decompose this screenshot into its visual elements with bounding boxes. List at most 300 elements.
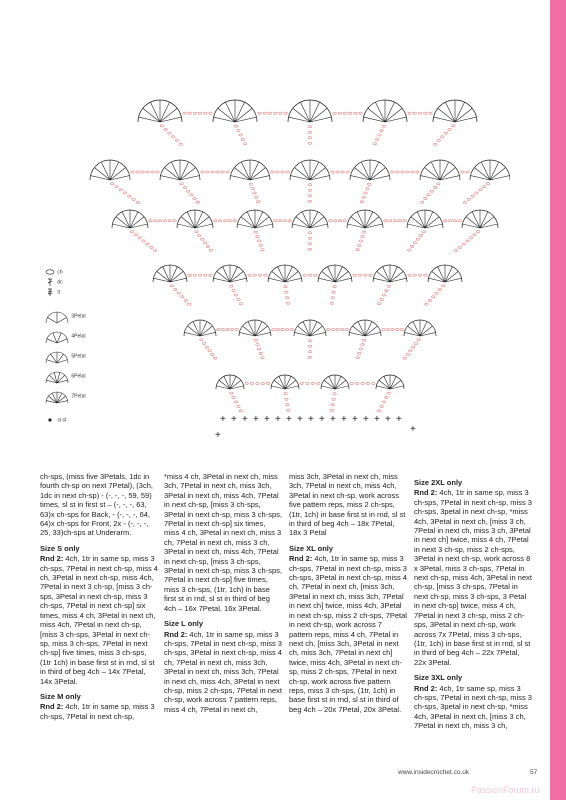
petal-fan <box>90 160 130 180</box>
plus-stitch: + <box>242 414 248 425</box>
chain-stitch <box>408 274 412 276</box>
chain-stitch <box>420 201 424 203</box>
slip-stitch-icon <box>44 416 56 424</box>
chain-stitch <box>229 285 233 287</box>
legend-item <box>44 278 63 286</box>
chain-stitch <box>198 274 202 276</box>
chain-stitch <box>359 240 363 242</box>
chain-stitch <box>362 231 366 233</box>
chain-stitch <box>198 112 202 114</box>
chain-stitch <box>235 329 239 331</box>
chain-stitch <box>343 112 347 114</box>
chain-stitch <box>110 182 114 184</box>
chain-stitch <box>115 186 119 188</box>
legend-label: dc <box>56 279 63 286</box>
chain-stitch <box>256 201 260 203</box>
chain-stitch <box>127 195 131 197</box>
chain-stitch <box>198 234 202 236</box>
chain-stitch <box>237 405 241 407</box>
chain-stitch <box>180 183 184 185</box>
petal-fan <box>184 320 216 336</box>
plus-stitch: + <box>308 414 314 425</box>
chain-stitch <box>284 393 288 395</box>
chain-stitch <box>234 294 238 296</box>
chain-stitch <box>424 197 428 199</box>
chain-stitch <box>442 285 446 287</box>
chain-stitch <box>372 382 376 384</box>
chain-stitch <box>479 189 483 191</box>
chain-stitch <box>251 188 255 190</box>
chain-stitch <box>164 128 168 130</box>
chain-stitch <box>410 245 414 247</box>
chain-stitch <box>475 192 479 194</box>
chain-stitch <box>361 344 365 346</box>
chain-stitch <box>281 329 285 331</box>
petal-fan <box>347 210 383 228</box>
text-column-2 <box>164 472 282 720</box>
chart-legend <box>44 268 104 448</box>
chain-stitch <box>229 392 233 394</box>
chain-stitch <box>263 112 267 114</box>
chain-stitch <box>163 220 167 222</box>
round-text: 4ch, 1tr in same sp, miss 3 ch-sps, 7Petal in next ch-sp, miss 3 ch-sps, 3Petal in next ch-sp, miss 4 ch, 7Petal in next ch, [miss 3ch, 3Petal in next ch, miss 3ch, 7Petal in next ch] twice, miss 4ch, 3Petal in next ch-sp, miss 2 ch-sps, 7Petal in next ch-sp, work across 7 pattern reps, miss 4 ch, 7Petal in next ch, [miss 3ch, 3Petal in next ch, miss 3ch, 7Petal in next ch] twice, miss 4ch, 3Petal in next ch-sp, miss 2 ch-sps, 7Petal in next ch-sp, work across five pattern reps, miss 3 ch-sps, (1tr, 1ch) in base first st in rnd, sl st in third of beg 4ch – 20x 7Petal, 20x 3Petal. <box>289 554 407 714</box>
chain-stitch <box>136 171 140 173</box>
chain-stitch <box>201 171 205 173</box>
chain-stitch <box>271 171 275 173</box>
round-instruction <box>40 554 158 686</box>
chain-stitch <box>482 186 486 188</box>
plus-stitch: + <box>297 414 303 425</box>
chain-stitch <box>353 112 357 114</box>
legend-item <box>44 416 66 424</box>
chain-stitch <box>336 171 340 173</box>
chain-stitch <box>168 132 172 134</box>
chain-stitch <box>332 291 336 293</box>
chain-stitch <box>411 171 415 173</box>
chain-stitch <box>467 198 471 200</box>
chain-stitch <box>316 382 320 384</box>
chain-stitch <box>158 220 162 222</box>
legend-label: sl st <box>56 417 67 424</box>
chain-stitch <box>418 112 422 114</box>
plus-stitch: + <box>319 414 325 425</box>
chain-stitch <box>331 404 335 406</box>
chain-stitch <box>232 397 236 399</box>
chain-stitch <box>239 410 243 412</box>
round-label: Rnd 2: <box>414 488 438 498</box>
chain-stitch <box>261 382 265 384</box>
round-label: Rnd 2: <box>414 683 438 693</box>
chain-stitch <box>175 139 179 141</box>
four-petal-icon <box>44 328 70 344</box>
chain-stitch <box>444 220 448 222</box>
chain-stitch <box>308 189 312 191</box>
petal-fan <box>153 265 187 282</box>
chain-stitch <box>308 345 312 347</box>
chain-stitch <box>257 240 261 242</box>
chain-stitch <box>283 220 287 222</box>
chain-stitch <box>255 196 259 198</box>
chain-stitch <box>382 294 386 296</box>
size-heading: Size S only <box>40 543 80 553</box>
chain-stitch <box>281 171 285 173</box>
chain-stitch <box>214 220 218 222</box>
chain-stitch <box>363 274 367 276</box>
plus-stitch: + <box>363 414 369 425</box>
chain-stitch <box>173 288 177 290</box>
chain-stitch <box>134 234 138 236</box>
petal-fan <box>230 160 270 180</box>
chain-stitch <box>423 112 427 114</box>
chain-stitch <box>186 190 190 192</box>
size-heading: Size XL only <box>289 543 334 553</box>
chain-stitch <box>216 171 220 173</box>
chain-stitch <box>264 274 268 276</box>
chain-stitch <box>430 190 434 192</box>
plus-stitch: + <box>231 414 237 425</box>
chain-stitch <box>358 274 362 276</box>
chain-stitch <box>218 220 222 222</box>
petal-fan <box>407 210 443 228</box>
petal-fan <box>462 210 498 228</box>
chain-stitch <box>433 143 437 145</box>
chain-stitch <box>486 182 490 184</box>
chain-stitch <box>193 197 197 199</box>
chain-stitch <box>413 242 417 244</box>
size-heading: Size M only <box>40 691 81 701</box>
petal-fan <box>373 265 407 282</box>
petal-fan <box>433 100 477 122</box>
chain-stitch <box>261 357 265 359</box>
chain-stitch <box>187 303 191 305</box>
chain-stitch <box>409 350 413 352</box>
chain-stitch <box>171 136 175 138</box>
chain-stitch <box>268 112 272 114</box>
petal-fan <box>321 375 349 389</box>
chain-stitch <box>408 112 412 114</box>
chain-stitch <box>226 329 230 331</box>
chain-stitch <box>382 401 386 403</box>
petal-fan <box>138 100 182 122</box>
chain-stitch <box>400 329 404 331</box>
chain-stitch <box>330 409 334 411</box>
chain-stitch <box>274 220 278 222</box>
chain-stitch <box>193 274 197 276</box>
plus-stitch: + <box>253 414 259 425</box>
chain-stitch <box>132 198 136 200</box>
chain-stitch <box>346 171 350 173</box>
legend-item <box>44 388 86 404</box>
chain-stitch <box>243 143 247 145</box>
chain-stitch <box>308 232 312 234</box>
chain-stitch <box>353 274 357 276</box>
legend-item <box>44 308 86 324</box>
chain-stitch <box>209 112 213 114</box>
plus-stitch: + <box>275 414 281 425</box>
round-instruction <box>40 702 158 721</box>
chain-stitch <box>362 339 366 341</box>
paragraph: miss 3ch, 3Petal in next ch, miss 3ch, 7Petal in next ch, miss 4ch, 3Petal in next ch-sp, work across five pattern reps, miss 2 ch-sps, (1tr, 1ch) in base first st in rnd, sl st in third of beg 4ch – 18x 7Petal, 18x 3 Petal <box>289 472 406 538</box>
chain-stitch <box>221 329 225 331</box>
chain-stitch <box>386 329 390 331</box>
chain-stitch <box>272 329 276 331</box>
round-text: 4ch, 1tr in same sp, miss 3 ch-sps, 7Petal in next ch-sp, miss 4 ch, 3Petal in next ch-sp, miss 4ch, 7Petal in next 3 ch-sp, [miss 3 ch-sps, 3Petal in next ch-sp, miss 3 ch-sps, 7Petal in next ch-sp] six times, miss 4 ch, 3Petal in next ch, miss 4ch, 7Petal in next ch-sp, [miss 3 ch-sps, 3Petal in next ch-sp, miss 3 ch-sps, 7Petal in next ch-sp] five times, miss 3 ch-sps, (1tr 1ch) in base first st in rnd, sl st in third of beg 4ch – 14x 7Petal, 14x 3Petal. <box>40 554 158 686</box>
chain-stitch <box>377 410 381 412</box>
chain-stitch <box>308 126 312 128</box>
chain-stitch <box>448 128 452 130</box>
chain-stitch <box>357 244 361 246</box>
legend-label: 5Petal <box>70 353 86 360</box>
chain-stitch <box>206 171 210 173</box>
chain-stitch <box>331 297 335 299</box>
chain-stitch <box>388 220 392 222</box>
plus-stitch: + <box>374 414 380 425</box>
chain-stitch <box>382 125 386 127</box>
chain-stitch <box>286 404 290 406</box>
chain-stitch <box>398 220 402 222</box>
chain-stitch <box>226 171 230 173</box>
round-text: 4ch, 1tr same sp, miss 3 ch-sps, 7Petal in next ch-sp, miss 3 ch-sps, 3petal in next ch-sp, *miss 4ch, 3Petal in next ch, [miss 3 ch, 7Petal in next ch, miss 3 ch, <box>414 683 532 731</box>
chain-stitch <box>357 352 361 354</box>
chain-stitch <box>170 285 174 287</box>
chain-stitch <box>385 290 389 292</box>
chain-stitch <box>208 350 212 352</box>
chain-stitch <box>249 183 253 185</box>
chain-stitch <box>259 244 263 246</box>
chain-stitch <box>333 112 337 114</box>
chain-stitch <box>290 329 294 331</box>
five-petal-icon <box>44 348 70 364</box>
chain-stitch <box>123 192 127 194</box>
chain-stitch <box>471 195 475 197</box>
chain-stitch <box>417 339 421 341</box>
chain-stitch <box>230 329 234 331</box>
plus-stitch: + <box>341 414 347 425</box>
chain-stitch <box>258 112 262 114</box>
chain-stitch <box>380 405 384 407</box>
chain-stitch <box>273 112 277 114</box>
chain-stitch <box>217 329 221 331</box>
chain-stitch <box>359 112 363 114</box>
chain-stitch <box>308 131 312 133</box>
chain-stitch <box>276 329 280 331</box>
chain-stitch <box>239 134 243 136</box>
chain-stitch <box>366 188 370 190</box>
legend-item <box>44 328 86 344</box>
chain-stitch <box>188 112 192 114</box>
chain-stitch <box>142 240 146 242</box>
plus-stitch: + <box>286 414 292 425</box>
chain-stitch <box>209 249 213 251</box>
plus-stitch: + <box>220 414 226 425</box>
chain-stitch <box>130 230 134 232</box>
chain-stitch <box>308 237 312 239</box>
chain-stitch <box>473 234 477 236</box>
petal-fan <box>177 210 213 228</box>
chain-stitch <box>288 220 292 222</box>
chain-stitch <box>367 183 371 185</box>
chain-stitch <box>338 220 342 222</box>
plus-stitch: + <box>385 414 391 425</box>
round-text: 4ch, 1tr in same sp, miss 3 ch-sps, 7Petal in next ch-sp, miss 3 ch-sps, 3petal in next ch-sp, *miss 4ch, 3Petal in next ch, [miss 3 ch, 7Petal in next ch, miss 3 ch, 3Petal in next ch] twice, miss 4 ch, 7Petal in next 3 ch-sp, miss 2 ch-sps, 3Petal in next ch-sp, work across 8 x 3Petal, miss 3 ch-sps, 7Petal in next ch-sp, miss 4ch, 3Petal in next ch-sp, [miss 3 ch-sps, 7Petal in next ch-sp, miss 3 ch-sps, 3 Petal in next ch-sp] twice, miss 4 ch, 7Petal in next 3 ch-sp, miss 2 ch-sps, 3Petal in next ch-sp, work across 7x 7Petal, miss 3 ch-sps, (1tr, 1ch) in base first st in rnd, sl st in third of beg 4ch – 22x 7Petal, 22x 3Petal. <box>414 488 532 667</box>
chain-stitch <box>202 342 206 344</box>
chain-stitch <box>209 274 213 276</box>
petal-fan <box>271 375 299 389</box>
chain-stitch <box>451 125 455 127</box>
petal-fan <box>420 160 460 180</box>
round-instruction <box>414 488 532 667</box>
chain-stitch <box>330 302 334 304</box>
chain-stitch <box>248 274 252 276</box>
chain-stitch <box>416 238 420 240</box>
chain-stitch <box>239 303 243 305</box>
footer-url: www.insidecrochet.co.uk <box>398 769 470 776</box>
petal-fan <box>213 265 247 282</box>
chain-stitch <box>375 138 379 140</box>
chain-stitch <box>254 231 258 233</box>
chain-stitch <box>380 130 384 132</box>
chain-stitch <box>286 302 290 304</box>
chain-stitch <box>406 353 410 355</box>
chain-stitch <box>362 196 366 198</box>
chain-stitch <box>203 112 207 114</box>
petal-fan <box>350 160 390 180</box>
paragraph: ch-sps, (miss five 3Petals, 1dc in fourth ch-sp on next 7Petal), (3ch, 1dc in next ch-sp) - (-, -, -, 59, 59) times, sl st in first st – (-, -, -, 63, 63)x ch-sps for Back, - (-, -, -, 64, 64)x ch-sps for Front, 2x - (-, -, -, 25, 33)ch-sps at Underarm. <box>40 472 153 538</box>
chain-stitch <box>327 329 331 331</box>
chain-stitch <box>393 220 397 222</box>
chain-stitch <box>433 186 437 188</box>
chain-stitch <box>211 353 215 355</box>
chain-stitch <box>311 382 315 384</box>
round-instruction <box>414 684 532 731</box>
chain-stitch <box>361 382 365 384</box>
chain-oval-icon <box>44 268 56 276</box>
chain-stitch <box>469 237 473 239</box>
double-crochet-icon <box>44 278 56 286</box>
legend-item <box>44 268 63 276</box>
watermark: PassionForum.ru <box>471 785 540 795</box>
chain-stitch <box>300 382 304 384</box>
chain-stitch <box>391 329 395 331</box>
chain-stitch <box>333 393 337 395</box>
legend-label: 6Petal <box>70 373 86 380</box>
petal-fan <box>160 160 200 180</box>
chain-stitch <box>241 138 245 140</box>
chain-stitch <box>424 274 428 276</box>
size-heading: Size L only <box>164 619 204 629</box>
petal-fan <box>216 375 244 389</box>
chain-stitch <box>380 298 384 300</box>
petal-fan <box>292 210 328 228</box>
chain-stitch <box>146 243 150 245</box>
chain-stitch <box>200 339 204 341</box>
chain-stitch <box>276 171 280 173</box>
chain-stitch <box>308 184 312 186</box>
chain-stitch <box>156 171 160 173</box>
chain-stitch <box>177 292 181 294</box>
chain-stitch <box>396 171 400 173</box>
chain-stitch <box>237 130 241 132</box>
chain-stitch <box>286 171 290 173</box>
chain-stitch <box>149 220 153 222</box>
chain-stitch <box>151 171 155 173</box>
chain-stitch <box>444 132 448 134</box>
round-label: Rnd 2: <box>289 554 313 564</box>
chain-stitch <box>395 329 399 331</box>
chain-stitch <box>234 401 238 403</box>
chain-stitch <box>359 348 363 350</box>
chain-stitch <box>377 303 381 305</box>
petal-fan <box>288 100 332 122</box>
chain-stitch <box>184 299 188 301</box>
chain-stitch <box>403 220 407 222</box>
chain-stitch <box>190 194 194 196</box>
round-label: Rnd 2: <box>164 629 188 639</box>
chain-stitch <box>458 246 462 248</box>
chain-stitch <box>168 220 172 222</box>
chain-stitch <box>437 139 441 141</box>
chain-stitch <box>221 171 225 173</box>
chain-stitch <box>448 220 452 222</box>
chain-stitch <box>253 274 257 276</box>
chain-stitch <box>232 290 236 292</box>
chain-stitch <box>285 398 289 400</box>
chain-stitch <box>461 171 465 173</box>
plus-stitch: + <box>215 430 221 441</box>
chain-stitch <box>257 348 261 350</box>
size-heading: Size 2XL only <box>414 478 463 487</box>
chain-stitch <box>308 248 312 250</box>
legend-item <box>44 368 86 384</box>
chain-stitch <box>138 237 142 239</box>
petal-fan <box>376 375 404 389</box>
chain-stitch <box>153 249 157 251</box>
chain-stitch <box>286 297 290 299</box>
chain-stitch <box>136 201 140 203</box>
chain-stitch <box>308 274 312 276</box>
chain-stitch <box>308 195 312 197</box>
chain-stitch <box>340 329 344 331</box>
chain-stitch <box>385 397 389 399</box>
page-number: 57 <box>530 769 538 776</box>
chain-stitch <box>237 298 241 300</box>
petal-fan <box>268 265 302 282</box>
legend-label: 3Petal <box>70 313 86 320</box>
chain-stitch <box>356 249 360 251</box>
chain-stitch <box>419 234 423 236</box>
chain-stitch <box>331 171 335 173</box>
chain-stitch <box>411 346 415 348</box>
seven-petal-icon <box>44 388 70 404</box>
chain-stitch <box>308 340 312 342</box>
paragraph: *miss 4 ch, 3Petal in next ch, miss 3ch, 7Petal in next ch, miss 3ch, 3Petal in next ch, miss 4ch, 7Petal in next ch-sp, [miss 3 ch-sps, 3Petal in next ch-sp, miss 3 ch-sps, 7Petal in next ch-sp] six times, miss 4 ch, 3Petal in next ch, miss 3 ch, 7Petal in next ch, miss 3 ch, 3Petal in next ch, miss 4ch, 7Petal in next ch-sp, [miss 3 ch-sps, 3Petal in next ch-sp, miss 3 ch-sps, 7Petal in next ch-sp] five times, miss 3 ch-sps, (1tr, 1ch) in base first st in rnd, sl st in third of beg 4ch – 16x 7Petal, 16x 3Petal. <box>164 472 282 613</box>
chain-stitch <box>203 274 207 276</box>
chain-stitch <box>305 382 309 384</box>
chain-stitch <box>149 246 153 248</box>
chain-stitch <box>343 220 347 222</box>
chain-stitch <box>278 112 282 114</box>
chain-stitch <box>441 136 445 138</box>
legend-label: tr <box>56 289 61 296</box>
chain-stitch <box>364 192 368 194</box>
chain-stitch <box>438 288 442 290</box>
chain-stitch <box>403 357 407 359</box>
chain-stitch <box>407 249 411 251</box>
chain-stitch <box>332 398 336 400</box>
chain-stitch <box>141 171 145 173</box>
chain-stitch <box>428 299 432 301</box>
chain-stitch <box>256 236 260 238</box>
